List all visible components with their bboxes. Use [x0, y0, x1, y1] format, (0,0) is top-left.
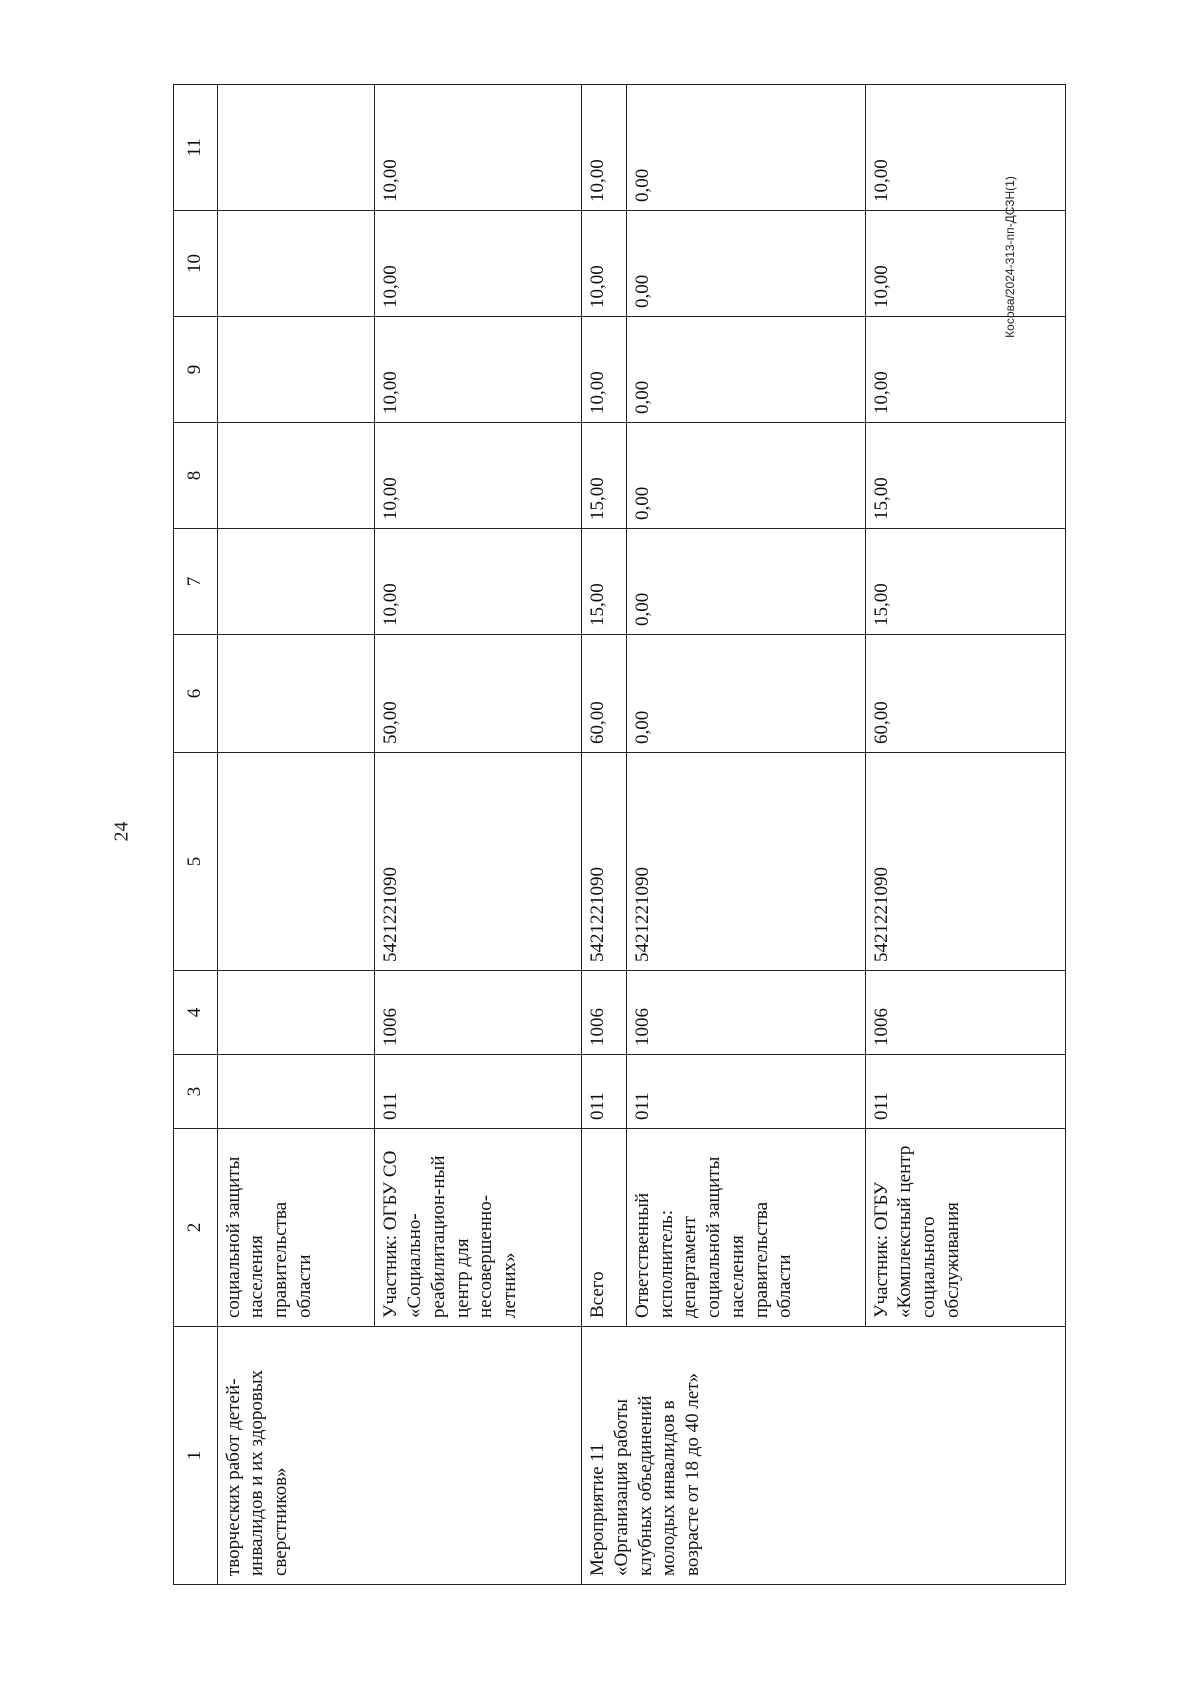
year-value-cell: 15,00 — [865, 423, 1065, 529]
year-value-cell — [217, 85, 375, 211]
header-cell: 11 — [174, 85, 218, 211]
code-cell: 011 — [582, 1055, 627, 1129]
year-value-cell: 10,00 — [865, 85, 1065, 211]
year-value-cell — [217, 423, 375, 529]
total-cell — [217, 635, 375, 753]
year-value-cell: 10,00 — [582, 85, 627, 211]
year-value-cell: 10,00 — [582, 317, 627, 423]
total-cell: 50,00 — [375, 635, 582, 753]
year-value-cell: 0,00 — [626, 423, 865, 529]
year-value-cell: 10,00 — [375, 211, 582, 317]
year-value-cell — [217, 529, 375, 635]
code-cell: 011 — [865, 1055, 1065, 1129]
table-header-row — [174, 85, 218, 1585]
header-cell: 5 — [174, 753, 218, 971]
year-value-cell: 10,00 — [865, 317, 1065, 423]
total-cell: 0,00 — [626, 635, 865, 753]
table-row — [582, 85, 627, 1585]
header-cell: 2 — [174, 1129, 218, 1327]
target-article-cell — [217, 753, 375, 971]
section-cell: 1006 — [626, 971, 865, 1055]
page-number: 24 — [110, 821, 133, 842]
participant-cell: социальной защиты населения правительства области — [217, 1129, 375, 1327]
financing-table — [173, 84, 1066, 1585]
total-cell: 60,00 — [582, 635, 627, 753]
participant-cell: Участник: ОГБУ «Комплексный центр социального обслуживания — [865, 1129, 1065, 1327]
total-cell: 60,00 — [865, 635, 1065, 753]
code-cell: 011 — [375, 1055, 582, 1129]
year-value-cell: 10,00 — [375, 85, 582, 211]
year-value-cell: 0,00 — [626, 85, 865, 211]
target-article-cell: 5421221090 — [375, 753, 582, 971]
year-value-cell: 10,00 — [375, 317, 582, 423]
year-value-cell: 0,00 — [626, 317, 865, 423]
header-cell: 8 — [174, 423, 218, 529]
header-cell: 1 — [174, 1327, 218, 1585]
header-cell: 9 — [174, 317, 218, 423]
year-value-cell: 10,00 — [582, 211, 627, 317]
target-article-cell: 5421221090 — [582, 753, 627, 971]
section-cell: 1006 — [865, 971, 1065, 1055]
target-article-cell: 5421221090 — [865, 753, 1065, 971]
financing-table-rotated — [173, 85, 1066, 1585]
header-cell: 6 — [174, 635, 218, 753]
section-cell: 1006 — [582, 971, 627, 1055]
code-cell — [217, 1055, 375, 1129]
activity-name-cell: Мероприятие 11 «Организация работы клубных объединений молодых инвалидов в возрасте от 18 до 40 лет» — [582, 1327, 1066, 1585]
header-cell: 4 — [174, 971, 218, 1055]
section-cell — [217, 971, 375, 1055]
document-code: Косова/2024-313-пп-ДСЗН(1) — [1003, 176, 1017, 338]
year-value-cell: 15,00 — [865, 529, 1065, 635]
participant-cell: Всего — [582, 1129, 627, 1327]
activity-name-cell: творческих работ детей-инвалидов и их здоровых сверстников» — [217, 1327, 581, 1585]
header-cell: 3 — [174, 1055, 218, 1129]
year-value-cell — [217, 211, 375, 317]
header-cell: 7 — [174, 529, 218, 635]
year-value-cell: 0,00 — [626, 211, 865, 317]
year-value-cell: 10,00 — [865, 211, 1065, 317]
year-value-cell: 0,00 — [626, 529, 865, 635]
year-value-cell — [217, 317, 375, 423]
participant-cell: Ответственный исполнитель: департамент социальной защиты населения правительства области — [626, 1129, 865, 1327]
participant-cell: Участник: ОГБУ СО «Социально-реабилитацион-ный центр для несовершенно-летних» — [375, 1129, 582, 1327]
section-cell: 1006 — [375, 971, 582, 1055]
header-cell: 10 — [174, 211, 218, 317]
year-value-cell: 10,00 — [375, 423, 582, 529]
code-cell: 011 — [626, 1055, 865, 1129]
year-value-cell: 10,00 — [375, 529, 582, 635]
target-article-cell: 5421221090 — [626, 753, 865, 971]
year-value-cell: 15,00 — [582, 529, 627, 635]
year-value-cell: 15,00 — [582, 423, 627, 529]
table-row — [217, 85, 375, 1585]
